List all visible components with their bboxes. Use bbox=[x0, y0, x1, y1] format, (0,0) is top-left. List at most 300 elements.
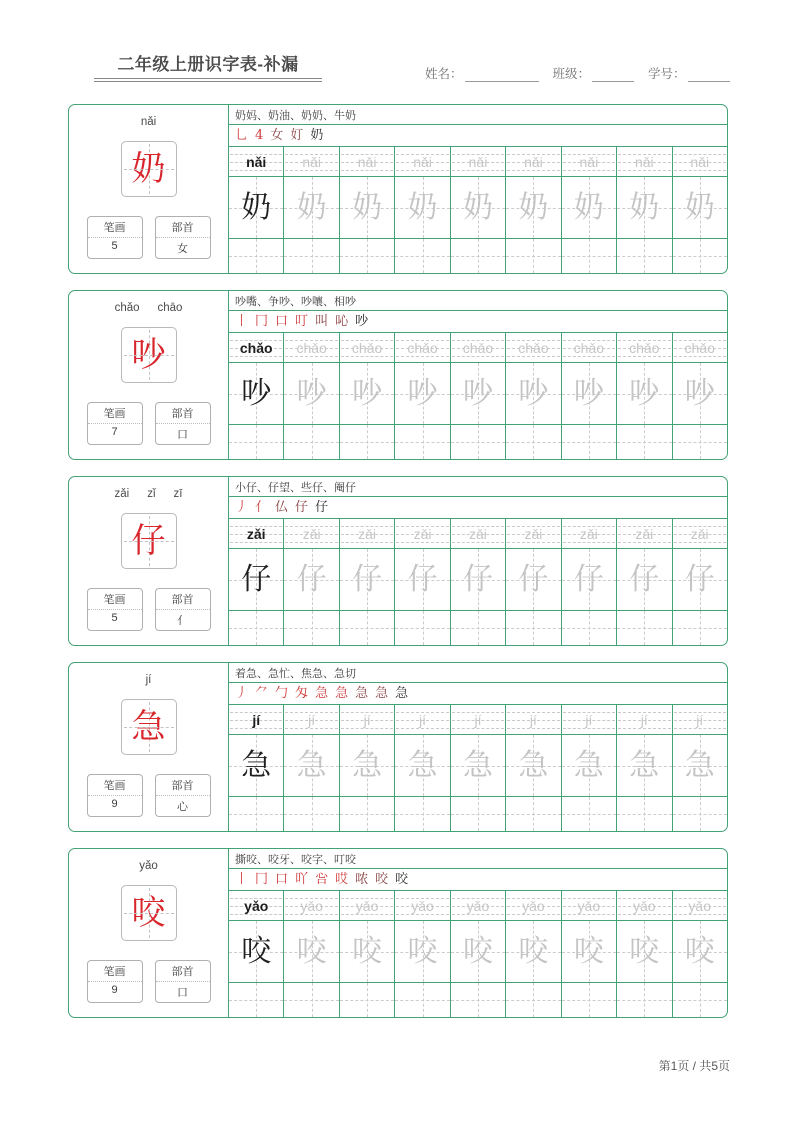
pinyin-practice-cell[interactable] bbox=[562, 705, 617, 734]
pinyin-guide-line bbox=[507, 542, 559, 543]
character-practice-cell[interactable] bbox=[562, 549, 617, 610]
pinyin-trace-text: nǎi bbox=[302, 153, 321, 170]
pinyin-trace-text: zǎi bbox=[635, 525, 654, 542]
blank-practice-cell[interactable] bbox=[506, 983, 561, 1017]
blank-practice-cell[interactable] bbox=[617, 611, 672, 645]
character-practice-cell[interactable] bbox=[395, 549, 450, 610]
character-practice-cell[interactable] bbox=[340, 735, 395, 796]
character-practice-cell[interactable] bbox=[451, 549, 506, 610]
blank-practice-cell[interactable] bbox=[617, 239, 672, 273]
blank-practice-cell[interactable] bbox=[340, 425, 395, 459]
student-field-input[interactable] bbox=[688, 69, 730, 82]
example-words-row: 吵嘴、争吵、吵嚷、相吵 bbox=[229, 291, 727, 311]
pinyin-practice-cell[interactable] bbox=[229, 333, 284, 362]
pinyin-guide-line bbox=[563, 170, 615, 171]
character-trace-text: 奶 bbox=[573, 189, 604, 225]
pinyin-guide-line bbox=[230, 356, 282, 357]
blank-practice-cell[interactable] bbox=[617, 983, 672, 1017]
pinyin-practice-cell[interactable] bbox=[451, 705, 506, 734]
character-practice-cell[interactable] bbox=[229, 549, 284, 610]
pinyin-practice-cell[interactable] bbox=[284, 519, 339, 548]
stroke-order-step: 急 bbox=[355, 686, 369, 701]
character-practice-cell[interactable] bbox=[395, 735, 450, 796]
pinyin-guide-line bbox=[563, 914, 615, 915]
character-block bbox=[68, 848, 728, 1018]
radical-label: 部首 bbox=[156, 775, 210, 796]
student-field-label: 学号： bbox=[648, 67, 686, 81]
stroke-count-box bbox=[87, 402, 143, 445]
blank-practice-cell[interactable] bbox=[506, 611, 561, 645]
stroke-order-step: 咬 bbox=[395, 872, 409, 887]
blank-practice-cell[interactable] bbox=[284, 611, 339, 645]
character-practice-cell[interactable] bbox=[673, 177, 727, 238]
character-trace-text: 奶 bbox=[407, 189, 438, 225]
blank-practice-cell[interactable] bbox=[562, 611, 617, 645]
pinyin-guide-line bbox=[341, 356, 393, 357]
pinyin-trace-text: jí bbox=[529, 711, 537, 728]
pinyin-guide-line bbox=[452, 542, 504, 543]
pinyin-practice-cell[interactable] bbox=[340, 147, 395, 176]
pinyin-trace-text: yǎo bbox=[411, 897, 434, 914]
stroke-order-step: 叫 bbox=[315, 314, 329, 329]
stroke-order-step: 急 bbox=[375, 686, 389, 701]
character-trace-text: 急 bbox=[296, 747, 327, 783]
character-practice-cell[interactable] bbox=[562, 363, 617, 424]
radical-label: 部首 bbox=[156, 589, 210, 610]
blank-practice-cell[interactable] bbox=[562, 425, 617, 459]
character-practice-cell[interactable] bbox=[673, 363, 727, 424]
pinyin-practice-cell[interactable] bbox=[673, 333, 727, 362]
pinyin-trace-text: zǎi bbox=[690, 525, 709, 542]
pinyin-practice-cell[interactable] bbox=[284, 891, 339, 920]
student-field-2 bbox=[648, 64, 730, 82]
character-trace-text: 咬 bbox=[241, 933, 272, 969]
pinyin-trace-text: nǎi bbox=[634, 153, 654, 170]
character-practice-cell[interactable] bbox=[340, 177, 395, 238]
character-practice-cell[interactable] bbox=[506, 735, 561, 796]
pinyin-practice-cell[interactable] bbox=[562, 333, 617, 362]
blank-practice-cell[interactable] bbox=[451, 239, 506, 273]
pinyin-guide-line bbox=[230, 914, 282, 915]
character-practice-cell[interactable] bbox=[673, 921, 727, 982]
pinyin-practice-cell[interactable] bbox=[340, 519, 395, 548]
blank-practice-cell[interactable] bbox=[673, 983, 727, 1017]
blank-practice-row bbox=[229, 611, 727, 645]
model-character-cell bbox=[121, 885, 177, 941]
pinyin-practice-cell[interactable] bbox=[395, 705, 450, 734]
pinyin-practice-cell[interactable] bbox=[395, 891, 450, 920]
character-meta bbox=[69, 402, 228, 445]
stroke-count-box bbox=[87, 774, 143, 817]
blank-practice-cell[interactable] bbox=[395, 611, 450, 645]
pinyin-trace-text: zǎi bbox=[524, 525, 543, 542]
blank-practice-row bbox=[229, 425, 727, 459]
pinyin-trace-text: nǎi bbox=[468, 153, 488, 170]
character-trace-text: 急 bbox=[573, 747, 604, 783]
model-character-cell bbox=[121, 699, 177, 755]
pinyin-practice-cell[interactable] bbox=[562, 519, 617, 548]
student-field-1 bbox=[553, 64, 635, 82]
blank-practice-cell[interactable] bbox=[395, 239, 450, 273]
stroke-order-step: 咬 bbox=[375, 872, 389, 887]
stroke-count-label: 笔画 bbox=[88, 217, 142, 238]
pinyin-practice-cell[interactable] bbox=[562, 891, 617, 920]
stroke-order-step: 吵 bbox=[355, 314, 369, 329]
character-practice-cell[interactable] bbox=[617, 177, 672, 238]
practice-panel bbox=[229, 477, 727, 645]
character-trace-text: 咬 bbox=[407, 933, 438, 969]
character-block bbox=[68, 290, 728, 460]
stroke-count-value: 5 bbox=[111, 612, 118, 624]
character-info-panel bbox=[69, 849, 229, 1017]
character-trace-text: 咬 bbox=[573, 933, 604, 969]
blank-practice-cell[interactable] bbox=[506, 425, 561, 459]
pinyin-trace-text: chǎo bbox=[239, 339, 273, 356]
character-trace-text: 奶 bbox=[518, 189, 549, 225]
character-trace-text: 奶 bbox=[352, 189, 383, 225]
blank-practice-cell[interactable] bbox=[340, 797, 395, 831]
blank-practice-row bbox=[229, 797, 727, 831]
character-practice-cell[interactable] bbox=[506, 921, 561, 982]
stroke-order-row bbox=[229, 311, 727, 333]
pinyin-trace-text: yǎo bbox=[244, 897, 269, 914]
pinyin-practice-cell[interactable] bbox=[229, 147, 284, 176]
character-practice-cell[interactable] bbox=[451, 177, 506, 238]
pinyin-practice-cell[interactable] bbox=[617, 333, 672, 362]
blank-practice-cell[interactable] bbox=[229, 983, 284, 1017]
pinyin-practice-row bbox=[229, 891, 727, 921]
character-practice-cell[interactable] bbox=[284, 735, 339, 796]
stroke-order-step: 奶 bbox=[310, 128, 324, 143]
pinyin-practice-cell[interactable] bbox=[506, 147, 561, 176]
character-practice-cell[interactable] bbox=[506, 363, 561, 424]
character-trace-text: 奶 bbox=[462, 189, 493, 225]
pinyin-practice-cell[interactable] bbox=[229, 891, 284, 920]
pinyin-practice-row bbox=[229, 147, 727, 177]
blank-practice-cell[interactable] bbox=[673, 239, 727, 273]
pinyin-practice-cell[interactable] bbox=[395, 333, 450, 362]
pinyin-trace-text: jí bbox=[252, 711, 261, 728]
character-practice-row bbox=[229, 921, 727, 983]
pinyin-trace-text: nǎi bbox=[579, 153, 599, 170]
blank-practice-cell[interactable] bbox=[562, 797, 617, 831]
character-trace-text: 吵 bbox=[241, 375, 272, 411]
pinyin-guide-line bbox=[396, 542, 448, 543]
character-info-panel bbox=[69, 105, 229, 273]
pinyin-practice-cell[interactable] bbox=[340, 333, 395, 362]
character-trace-text: 仔 bbox=[573, 561, 604, 597]
pinyin-practice-cell[interactable] bbox=[562, 147, 617, 176]
stroke-order-step: 哝 bbox=[355, 872, 369, 887]
blank-practice-cell[interactable] bbox=[395, 797, 450, 831]
pinyin-practice-cell[interactable] bbox=[229, 705, 284, 734]
pinyin-trace-text: jí bbox=[585, 711, 593, 728]
stroke-order-step: 冂 bbox=[255, 314, 269, 329]
pinyin-guide-line bbox=[507, 728, 559, 729]
student-field-input[interactable] bbox=[592, 69, 634, 82]
pinyin-trace-text: yǎo bbox=[522, 897, 545, 914]
stroke-order-step: 急 bbox=[315, 686, 329, 701]
character-practice-cell[interactable] bbox=[284, 177, 339, 238]
pinyin-guide-line bbox=[452, 356, 504, 357]
stroke-count-box bbox=[87, 960, 143, 1003]
pinyin-practice-cell[interactable] bbox=[451, 333, 506, 362]
blank-practice-cell[interactable] bbox=[673, 425, 727, 459]
character-trace-text: 急 bbox=[684, 747, 715, 783]
pinyin-trace-text: yǎo bbox=[577, 897, 601, 914]
pinyin-trace-text: nǎi bbox=[357, 153, 377, 170]
pinyin-practice-cell[interactable] bbox=[340, 705, 395, 734]
blank-practice-cell[interactable] bbox=[229, 797, 284, 831]
blank-practice-cell[interactable] bbox=[229, 239, 284, 273]
pinyin-practice-cell[interactable] bbox=[617, 519, 672, 548]
blank-practice-cell[interactable] bbox=[284, 425, 339, 459]
pinyin-trace-text: jí bbox=[696, 711, 704, 728]
character-practice-cell[interactable] bbox=[284, 363, 339, 424]
pinyin-list bbox=[69, 302, 228, 314]
pinyin-practice-cell[interactable] bbox=[395, 147, 450, 176]
title-block bbox=[108, 50, 308, 82]
pinyin-practice-cell[interactable] bbox=[506, 891, 561, 920]
stroke-order-step: 丿 bbox=[235, 686, 249, 701]
pinyin-guide-line bbox=[396, 914, 448, 915]
stroke-order-step: 丨 bbox=[235, 872, 249, 887]
blank-practice-cell[interactable] bbox=[451, 797, 506, 831]
character-practice-row bbox=[229, 177, 727, 239]
character-practice-cell[interactable] bbox=[617, 363, 672, 424]
character-trace-text: 吵 bbox=[573, 375, 604, 411]
radical-value: 亻 bbox=[177, 615, 188, 627]
character-trace-text: 仔 bbox=[684, 561, 715, 597]
example-words-row: 小仔、仔望、些仔、阉仔 bbox=[229, 477, 727, 497]
character-trace-text: 咬 bbox=[296, 933, 327, 969]
blank-practice-cell[interactable] bbox=[284, 797, 339, 831]
pinyin-guide-line bbox=[674, 914, 726, 915]
blank-practice-cell[interactable] bbox=[284, 239, 339, 273]
pinyin-guide-line bbox=[452, 914, 504, 915]
pinyin-practice-cell[interactable] bbox=[395, 519, 450, 548]
blank-practice-cell[interactable] bbox=[617, 797, 672, 831]
stroke-order-step: ⺈ bbox=[255, 686, 269, 701]
title-underline bbox=[94, 78, 322, 82]
model-character: 急 bbox=[131, 707, 166, 747]
pinyin-trace-text: jí bbox=[363, 711, 371, 728]
pinyin-trace-text: yǎo bbox=[300, 897, 323, 914]
pinyin-reading: zǐ bbox=[147, 488, 156, 500]
pinyin-practice-cell[interactable] bbox=[673, 705, 727, 734]
stroke-count-label: 笔画 bbox=[88, 403, 142, 424]
character-practice-cell[interactable] bbox=[284, 921, 339, 982]
pinyin-practice-cell[interactable] bbox=[284, 705, 339, 734]
pinyin-practice-cell[interactable] bbox=[284, 333, 339, 362]
pinyin-trace-text: chǎo bbox=[407, 339, 438, 356]
stroke-order-step: 4 bbox=[255, 128, 264, 143]
blank-practice-cell[interactable] bbox=[562, 983, 617, 1017]
radical-value: 女 bbox=[177, 243, 188, 255]
practice-panel bbox=[229, 291, 727, 459]
character-practice-cell[interactable] bbox=[340, 363, 395, 424]
character-info-panel bbox=[69, 291, 229, 459]
character-practice-cell[interactable] bbox=[506, 177, 561, 238]
pinyin-guide-line bbox=[507, 914, 559, 915]
character-practice-cell[interactable] bbox=[395, 363, 450, 424]
stroke-order-step: 口 bbox=[275, 314, 289, 329]
pinyin-guide-line bbox=[674, 356, 726, 357]
character-practice-cell[interactable] bbox=[617, 549, 672, 610]
pinyin-guide-line bbox=[230, 728, 282, 729]
model-character: 奶 bbox=[131, 149, 166, 189]
radical-label: 部首 bbox=[156, 961, 210, 982]
pinyin-guide-line bbox=[285, 170, 337, 171]
stroke-order-step: 乚 bbox=[235, 128, 249, 143]
blank-practice-cell[interactable] bbox=[340, 983, 395, 1017]
stroke-order-step: 口 bbox=[275, 872, 289, 887]
character-trace-text: 仔 bbox=[296, 561, 327, 597]
pinyin-practice-cell[interactable] bbox=[617, 891, 672, 920]
pinyin-practice-cell[interactable] bbox=[673, 147, 727, 176]
pinyin-practice-cell[interactable] bbox=[340, 891, 395, 920]
pinyin-practice-cell[interactable] bbox=[673, 519, 727, 548]
stroke-order-row bbox=[229, 869, 727, 891]
character-block bbox=[68, 104, 728, 274]
stroke-order-step: 勹 bbox=[275, 686, 289, 701]
pinyin-practice-row bbox=[229, 333, 727, 363]
pinyin-practice-cell[interactable] bbox=[451, 147, 506, 176]
pinyin-guide-line bbox=[452, 170, 504, 171]
character-trace-text: 仔 bbox=[518, 561, 549, 597]
character-trace-text: 仔 bbox=[352, 561, 383, 597]
pinyin-practice-cell[interactable] bbox=[617, 705, 672, 734]
blank-practice-cell[interactable] bbox=[673, 797, 727, 831]
pinyin-practice-cell[interactable] bbox=[229, 519, 284, 548]
character-meta bbox=[69, 774, 228, 817]
pinyin-practice-cell[interactable] bbox=[673, 891, 727, 920]
radical-box bbox=[155, 588, 211, 631]
character-trace-text: 急 bbox=[629, 747, 660, 783]
character-practice-cell[interactable] bbox=[451, 363, 506, 424]
stroke-count-value: 9 bbox=[111, 984, 118, 996]
pinyin-reading: zǎi bbox=[114, 488, 130, 500]
pinyin-guide-line bbox=[618, 356, 670, 357]
character-practice-cell[interactable] bbox=[451, 735, 506, 796]
pinyin-trace-text: yǎo bbox=[466, 897, 490, 914]
blank-practice-cell[interactable] bbox=[451, 611, 506, 645]
stroke-count-box bbox=[87, 216, 143, 259]
blank-practice-cell[interactable] bbox=[562, 239, 617, 273]
character-trace-text: 吵 bbox=[407, 375, 438, 411]
model-character: 仔 bbox=[131, 521, 166, 561]
character-practice-cell[interactable] bbox=[395, 177, 450, 238]
pinyin-guide-line bbox=[396, 170, 448, 171]
pinyin-practice-cell[interactable] bbox=[451, 519, 506, 548]
character-meta bbox=[69, 588, 228, 631]
stroke-count-value: 7 bbox=[111, 426, 118, 438]
student-field-label: 姓名： bbox=[425, 67, 463, 81]
blank-practice-cell[interactable] bbox=[451, 425, 506, 459]
character-trace-text: 急 bbox=[352, 747, 383, 783]
character-practice-cell[interactable] bbox=[617, 921, 672, 982]
pinyin-guide-line bbox=[674, 170, 726, 171]
pinyin-trace-text: zǎi bbox=[579, 525, 598, 542]
character-trace-text: 咬 bbox=[629, 933, 660, 969]
blank-practice-cell[interactable] bbox=[229, 611, 284, 645]
blank-practice-cell[interactable] bbox=[395, 425, 450, 459]
blank-practice-cell[interactable] bbox=[451, 983, 506, 1017]
pinyin-trace-text: chǎo bbox=[573, 339, 605, 356]
pinyin-practice-cell[interactable] bbox=[284, 147, 339, 176]
pinyin-trace-text: jí bbox=[419, 711, 427, 728]
pinyin-list bbox=[69, 488, 228, 500]
blank-practice-cell[interactable] bbox=[340, 239, 395, 273]
stroke-order-step: 吢 bbox=[315, 872, 329, 887]
blank-practice-row bbox=[229, 983, 727, 1017]
pinyin-trace-text: chǎo bbox=[629, 339, 660, 356]
blank-practice-cell[interactable] bbox=[284, 983, 339, 1017]
character-trace-text: 急 bbox=[462, 747, 493, 783]
character-practice-cell[interactable] bbox=[451, 921, 506, 982]
character-practice-cell[interactable] bbox=[562, 735, 617, 796]
stroke-order-step: 吣 bbox=[335, 314, 349, 329]
character-practice-cell[interactable] bbox=[284, 549, 339, 610]
blank-practice-cell[interactable] bbox=[617, 425, 672, 459]
pinyin-guide-line bbox=[396, 728, 448, 729]
character-practice-cell[interactable] bbox=[673, 735, 727, 796]
pinyin-practice-cell[interactable] bbox=[506, 519, 561, 548]
blank-practice-cell[interactable] bbox=[673, 611, 727, 645]
character-practice-cell[interactable] bbox=[340, 921, 395, 982]
pinyin-guide-line bbox=[674, 542, 726, 543]
stroke-order-step: 仏 bbox=[275, 500, 289, 515]
character-practice-cell[interactable] bbox=[229, 363, 284, 424]
pinyin-trace-text: chǎo bbox=[296, 339, 327, 356]
pinyin-guide-line bbox=[230, 170, 282, 171]
student-field-input[interactable] bbox=[465, 69, 539, 82]
character-practice-cell[interactable] bbox=[229, 735, 284, 796]
blank-practice-cell[interactable] bbox=[506, 797, 561, 831]
character-practice-cell[interactable] bbox=[229, 177, 284, 238]
blank-practice-cell[interactable] bbox=[229, 425, 284, 459]
radical-label: 部首 bbox=[156, 403, 210, 424]
blank-practice-cell[interactable] bbox=[506, 239, 561, 273]
character-practice-cell[interactable] bbox=[340, 549, 395, 610]
blank-practice-cell[interactable] bbox=[395, 983, 450, 1017]
character-practice-cell[interactable] bbox=[395, 921, 450, 982]
stroke-count-value: 9 bbox=[111, 798, 118, 810]
pinyin-practice-cell[interactable] bbox=[506, 705, 561, 734]
pinyin-trace-text: zǎi bbox=[302, 525, 321, 542]
pinyin-reading: zī bbox=[173, 488, 183, 500]
pinyin-trace-text: chǎo bbox=[684, 339, 715, 356]
pinyin-practice-cell[interactable] bbox=[617, 147, 672, 176]
pinyin-practice-cell[interactable] bbox=[451, 891, 506, 920]
character-practice-cell[interactable] bbox=[229, 921, 284, 982]
character-practice-cell[interactable] bbox=[617, 735, 672, 796]
student-field-label: 班级： bbox=[552, 67, 591, 81]
character-trace-text: 咬 bbox=[684, 933, 715, 969]
character-practice-cell[interactable] bbox=[673, 549, 727, 610]
character-trace-text: 奶 bbox=[241, 189, 272, 225]
character-practice-cell[interactable] bbox=[562, 921, 617, 982]
pinyin-practice-cell[interactable] bbox=[506, 333, 561, 362]
character-practice-cell[interactable] bbox=[562, 177, 617, 238]
model-character-cell bbox=[121, 141, 177, 197]
pinyin-trace-text: zǎi bbox=[358, 525, 377, 542]
pinyin-guide-line bbox=[618, 728, 670, 729]
model-character: 吵 bbox=[131, 335, 166, 375]
radical-box bbox=[155, 216, 211, 259]
character-practice-cell[interactable] bbox=[506, 549, 561, 610]
blank-practice-cell[interactable] bbox=[340, 611, 395, 645]
